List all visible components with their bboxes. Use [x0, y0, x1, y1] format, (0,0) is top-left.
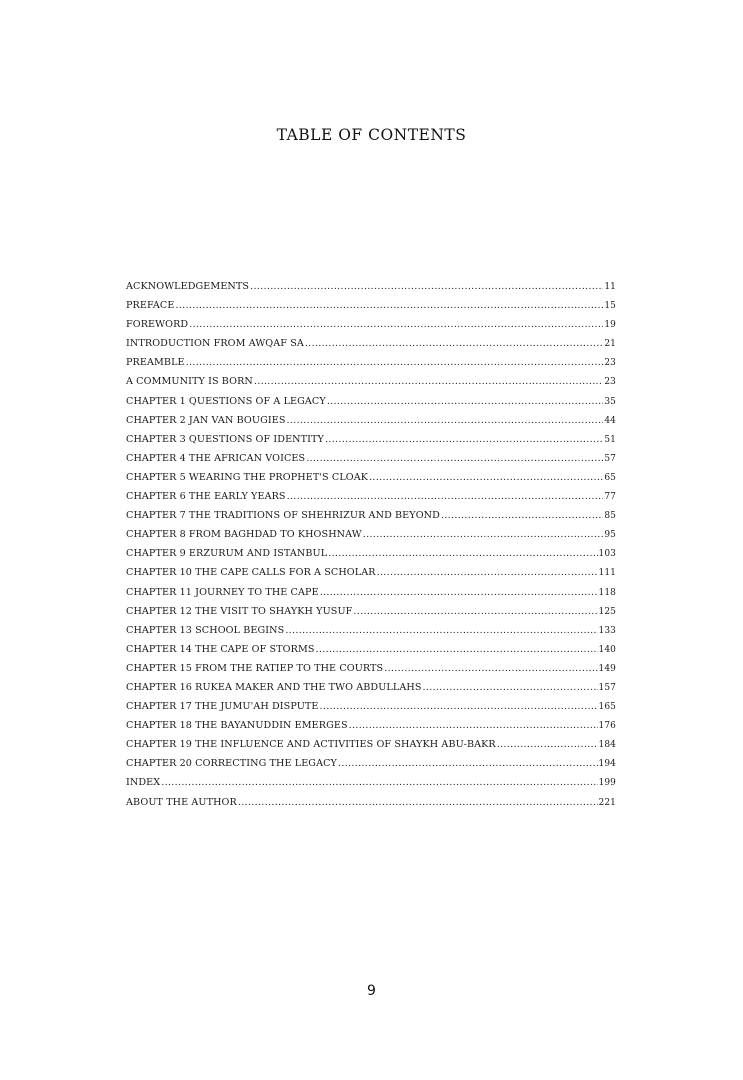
- toc-entry-page: 199: [598, 778, 616, 789]
- toc-entry[interactable]: [126, 739, 616, 758]
- dot-leader: [320, 701, 598, 712]
- toc-list: [126, 281, 616, 816]
- toc-entry[interactable]: [126, 510, 616, 529]
- toc-entry[interactable]: [126, 701, 616, 720]
- toc-entry-page: 85: [604, 511, 616, 522]
- toc-entry-page: 19: [604, 320, 616, 331]
- dot-leader: [338, 758, 598, 769]
- toc-entry[interactable]: [126, 281, 616, 300]
- toc-entry-title: CHAPTER 2 JAN VAN BOUGIES: [126, 414, 286, 426]
- toc-entry-title: CHAPTER 13 SCHOOL BEGINS: [126, 624, 285, 636]
- toc-entry[interactable]: [126, 682, 616, 701]
- dot-leader: [349, 720, 598, 731]
- toc-entry-title: CHAPTER 19 THE INFLUENCE AND ACTIVITIES OF SHAYKH ABU-BAKR: [126, 739, 496, 751]
- toc-entry-page: 23: [604, 358, 616, 369]
- dot-leader: [363, 529, 604, 540]
- toc-entry[interactable]: [126, 434, 616, 453]
- toc-entry[interactable]: [126, 663, 616, 682]
- toc-entry[interactable]: [126, 338, 616, 357]
- dot-leader: [320, 587, 598, 598]
- toc-entry[interactable]: [126, 625, 616, 644]
- toc-entry-page: 133: [598, 625, 616, 636]
- toc-entry-title: INTRODUCTION FROM AWQAF SA: [126, 338, 304, 350]
- toc-entry[interactable]: [126, 319, 616, 338]
- toc-entry-page: 15: [604, 301, 616, 312]
- toc-entry[interactable]: [126, 472, 616, 491]
- toc-entry[interactable]: [126, 491, 616, 510]
- toc-entry-title: CHAPTER 17 THE JUMU'AH DISPUTE: [126, 701, 319, 713]
- dot-leader: [287, 491, 604, 502]
- toc-entry-title: CHAPTER 3 QUESTIONS OF IDENTITY: [126, 433, 324, 445]
- toc-heading: TABLE OF CONTENTS: [276, 126, 467, 144]
- toc-entry-title: ACKNOWLEDGEMENTS: [126, 281, 250, 292]
- toc-entry-page: 35: [604, 396, 616, 407]
- dot-leader: [423, 682, 598, 693]
- toc-entry[interactable]: [126, 797, 616, 816]
- toc-entry-page: 23: [604, 377, 616, 388]
- toc-entry-title: FOREWORD: [126, 319, 189, 331]
- toc-entry-page: 118: [598, 587, 616, 598]
- toc-entry-page: 103: [598, 549, 616, 560]
- toc-entry-page: 165: [598, 702, 616, 713]
- toc-entry[interactable]: [126, 777, 616, 796]
- dot-leader: [384, 663, 597, 674]
- toc-entry-page: 149: [598, 663, 616, 674]
- toc-entry-page: 157: [598, 682, 616, 693]
- toc-entry-page: 21: [604, 339, 616, 350]
- toc-entry[interactable]: [126, 453, 616, 472]
- toc-entry-title: CHAPTER 9 ERZURUM AND ISTANBUL: [126, 548, 328, 560]
- dot-leader: [327, 396, 604, 407]
- toc-entry[interactable]: [126, 357, 616, 376]
- toc-entry-title: CHAPTER 5 WEARING THE PROPHET'S CLOAK: [126, 471, 369, 483]
- dot-leader: [328, 548, 597, 559]
- toc-entry-title: CHAPTER 18 THE BAYANUDDIN EMERGES: [126, 720, 348, 732]
- toc-entry-title: CHAPTER 7 THE TRADITIONS OF SHEHRIZUR AND BEYOND: [126, 510, 440, 522]
- dot-leader: [316, 644, 598, 655]
- toc-entry-page: 65: [604, 472, 616, 483]
- toc-entry-title: INDEX: [126, 777, 161, 789]
- toc-entry-page: 44: [604, 415, 616, 426]
- toc-entry-page: 140: [598, 644, 616, 655]
- dot-leader: [287, 415, 604, 426]
- toc-entry-title: CHAPTER 4 THE AFRICAN VOICES: [126, 452, 306, 464]
- toc-entry-title: CHAPTER 16 RUKEA MAKER AND THE TWO ABDULLAHS: [126, 681, 422, 693]
- toc-entry-title: CHAPTER 14 THE CAPE OF STORMS: [126, 643, 315, 655]
- dot-leader: [175, 300, 603, 311]
- toc-entry-title: CHAPTER 8 FROM BAGHDAD TO KHOSHNAW: [126, 529, 362, 541]
- toc-entry[interactable]: [126, 720, 616, 739]
- dot-leader: [250, 281, 603, 292]
- toc-entry-title: CHAPTER 6 THE EARLY YEARS: [126, 491, 286, 503]
- toc-entry-title: CHAPTER 1 QUESTIONS OF A LEGACY: [126, 395, 326, 407]
- toc-entry-title: CHAPTER 10 THE CAPE CALLS FOR A SCHOLAR: [126, 567, 376, 579]
- toc-entry-title: PREAMBLE: [126, 357, 185, 369]
- toc-entry-page: 111: [598, 568, 616, 579]
- toc-entry[interactable]: [126, 300, 616, 319]
- dot-leader: [377, 567, 598, 578]
- toc-entry[interactable]: [126, 567, 616, 586]
- toc-entry[interactable]: [126, 606, 616, 625]
- page-number: 9: [367, 983, 376, 999]
- toc-entry-title: CHAPTER 15 FROM THE RATIEP TO THE COURTS: [126, 662, 384, 674]
- dot-leader: [305, 338, 603, 349]
- dot-leader: [238, 797, 598, 808]
- toc-entry[interactable]: [126, 415, 616, 434]
- dot-leader: [254, 376, 603, 387]
- toc-entry-page: 221: [598, 797, 616, 808]
- dot-leader: [369, 472, 603, 483]
- dot-leader: [353, 606, 597, 617]
- toc-entry-title: ABOUT THE AUTHOR: [126, 796, 237, 808]
- toc-entry-title: A COMMUNITY IS BORN: [126, 376, 253, 388]
- toc-entry-page: 125: [598, 606, 616, 617]
- dot-leader: [161, 777, 597, 788]
- dot-leader: [306, 453, 603, 464]
- toc-entry-page: 51: [604, 434, 616, 445]
- toc-entry[interactable]: [126, 396, 616, 415]
- toc-entry[interactable]: [126, 758, 616, 777]
- dot-leader: [441, 510, 603, 521]
- toc-entry-page: 176: [598, 721, 616, 732]
- toc-entry[interactable]: [126, 529, 616, 548]
- dot-leader: [497, 739, 598, 750]
- toc-entry[interactable]: [126, 644, 616, 663]
- toc-entry-page: 57: [604, 453, 616, 464]
- toc-entry[interactable]: [126, 587, 616, 606]
- toc-entry-title: CHAPTER 12 THE VISIT TO SHAYKH YUSUF: [126, 605, 353, 617]
- toc-entry-title: CHAPTER 20 CORRECTING THE LEGACY: [126, 758, 337, 770]
- dot-leader: [325, 434, 603, 445]
- toc-entry-page: 194: [598, 759, 616, 770]
- toc-entry-title: CHAPTER 11 JOURNEY TO THE CAPE: [126, 586, 319, 598]
- toc-entry-page: 11: [604, 282, 616, 292]
- toc-entry-page: 95: [604, 530, 616, 541]
- dot-leader: [189, 319, 603, 330]
- toc-entry-page: 184: [598, 740, 616, 751]
- toc-entry-title: PREFACE: [126, 300, 175, 312]
- toc-entry-page: 77: [604, 492, 616, 503]
- dot-leader: [186, 357, 604, 368]
- dot-leader: [285, 625, 597, 636]
- toc-entry[interactable]: [126, 548, 616, 567]
- toc-entry[interactable]: [126, 376, 616, 395]
